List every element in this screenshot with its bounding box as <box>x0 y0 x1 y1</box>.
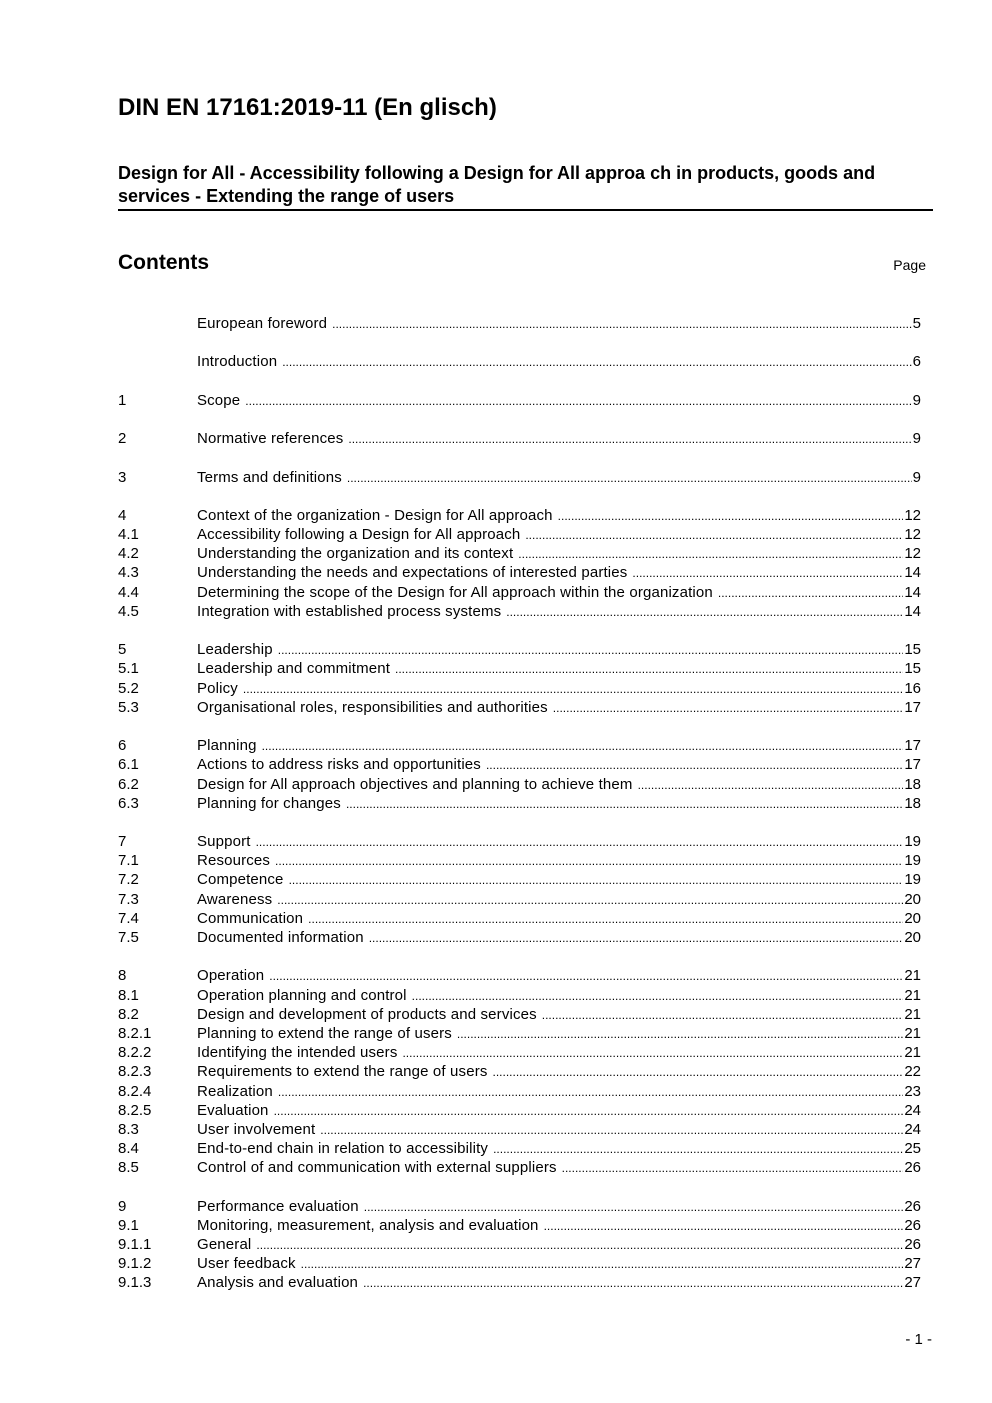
toc-entry-page: 19 <box>904 871 921 889</box>
toc-entry-page: 26 <box>904 1216 921 1234</box>
toc-entry-number: 2 <box>118 430 127 448</box>
toc-dot-leader <box>518 547 903 561</box>
toc-entry[interactable] <box>118 1083 921 1102</box>
toc-dot-leader <box>492 1065 903 1079</box>
toc-entry[interactable] <box>118 1102 921 1121</box>
toc-entry[interactable] <box>118 353 921 372</box>
toc-entry-title: Planning for changes <box>197 794 341 812</box>
toc-entry-title: Leadership <box>197 641 273 659</box>
toc-entry-number: 1 <box>118 391 127 409</box>
toc-entry-number: 4.5 <box>118 602 139 620</box>
toc-entry-number: 4.3 <box>118 564 139 582</box>
toc-entry-title: Actions to address risks and opportunities <box>197 756 481 774</box>
toc-entry-title: Communication <box>197 909 304 927</box>
toc-entry-page: 14 <box>904 583 921 601</box>
toc-entry-title: Planning <box>197 737 257 755</box>
toc-entry-number: 8.3 <box>118 1120 139 1138</box>
toc-entry-title: Monitoring, measurement, analysis and evaluation <box>197 1216 539 1234</box>
toc-entry-page: 20 <box>904 890 921 908</box>
toc-entry[interactable] <box>118 1006 921 1025</box>
toc-entry-number: 7.3 <box>118 890 139 908</box>
toc-entry-page: 20 <box>904 929 921 946</box>
toc-entry-title: Determining the scope of the Design for All approach within the organization <box>197 583 713 601</box>
toc-entry-page: 21 <box>904 1024 921 1042</box>
toc-entry-page: 15 <box>904 641 921 659</box>
toc-entry[interactable] <box>118 507 921 526</box>
toc-entry[interactable] <box>118 680 921 699</box>
toc-entry-title: Competence <box>197 871 284 889</box>
toc-entry-number: 7.1 <box>118 852 139 870</box>
toc-dot-leader <box>275 854 903 868</box>
toc-entry-page: 6 <box>912 353 921 371</box>
toc-entry-number: 8.2.2 <box>118 1044 152 1062</box>
toc-entry[interactable] <box>118 1159 921 1178</box>
toc-entry[interactable] <box>118 1044 921 1063</box>
toc-entry-number: 7.2 <box>118 871 139 889</box>
toc-entry-number: 4.2 <box>118 545 139 563</box>
toc-entry-title: Support <box>197 833 251 851</box>
toc-entry-title: Design and development of products and services <box>197 1005 537 1023</box>
toc-entry[interactable] <box>118 910 921 929</box>
toc-entry-title: Identifying the intended users <box>197 1044 398 1062</box>
toc-entry-number: 5.1 <box>118 660 139 678</box>
toc-entry-number: 8.4 <box>118 1140 139 1158</box>
toc-entry-title: European foreword <box>197 315 328 332</box>
toc-entry-page: 5 <box>912 315 921 332</box>
toc-entry-page: 27 <box>904 1255 921 1273</box>
toc-entry-title: Context of the organization - Design for All approach <box>197 506 553 524</box>
toc-entry[interactable] <box>118 891 921 910</box>
toc-entry-page: 21 <box>904 967 921 985</box>
toc-entry-number: 9.1.3 <box>118 1274 152 1292</box>
toc-entry-title: Understanding the needs and expectations of interested parties <box>197 564 628 582</box>
toc-entry[interactable] <box>118 852 921 871</box>
toc-entry[interactable] <box>118 737 921 756</box>
toc-entry[interactable] <box>118 871 921 890</box>
toc-entry-page: 22 <box>904 1063 921 1081</box>
toc-entry-page: 23 <box>904 1082 921 1100</box>
toc-entry-number: 8.1 <box>118 986 139 1004</box>
toc-dot-leader <box>395 662 903 676</box>
toc-entry-number: 8.2.5 <box>118 1101 152 1119</box>
toc-entry-number: 4 <box>118 506 127 524</box>
toc-entry[interactable] <box>118 660 921 679</box>
toc-entry-number: 8.2.4 <box>118 1082 152 1100</box>
toc-entry-number: 8 <box>118 967 127 985</box>
toc-entry-number: 9.1 <box>118 1216 139 1234</box>
toc-entry-number: 5.2 <box>118 679 139 697</box>
toc-entry-page: 12 <box>904 526 921 544</box>
toc-entry-page: 12 <box>904 545 921 563</box>
toc-entry-page: 18 <box>904 775 921 793</box>
toc-dot-leader <box>542 1008 904 1022</box>
toc-dot-leader <box>274 1104 904 1118</box>
toc-entry-title: User involvement <box>197 1120 316 1138</box>
toc-dot-leader <box>245 394 911 408</box>
toc-dot-leader <box>632 566 903 580</box>
toc-dot-leader <box>544 1219 904 1233</box>
toc-entry[interactable] <box>118 1063 921 1082</box>
toc-entry[interactable] <box>118 929 921 948</box>
toc-entry[interactable] <box>118 1274 921 1293</box>
toc-entry-title: Leadership and commitment <box>197 660 391 678</box>
toc-entry[interactable] <box>118 1236 921 1255</box>
toc-dot-leader <box>347 471 912 485</box>
toc-entry[interactable] <box>118 1140 921 1159</box>
toc-dot-leader <box>278 1085 903 1099</box>
toc-entry[interactable] <box>118 1121 921 1140</box>
toc-entry[interactable] <box>118 833 921 852</box>
toc-dot-leader <box>289 873 904 887</box>
toc-entry-title: Integration with established process systems <box>197 602 502 620</box>
toc-entry-title: Scope <box>197 391 241 409</box>
toc-entry[interactable] <box>118 315 921 334</box>
toc-entry-title: General <box>197 1236 252 1253</box>
toc-entry-page: 15 <box>904 660 921 678</box>
toc-entry[interactable] <box>118 641 921 660</box>
toc-entry-number: 8.2.1 <box>118 1024 152 1042</box>
toc-dot-leader <box>558 509 904 523</box>
toc-entry-title: Terms and definitions <box>197 468 342 486</box>
toc-dot-leader <box>369 931 904 945</box>
toc-entry-number: 7.4 <box>118 909 139 927</box>
toc-entry[interactable] <box>118 545 921 564</box>
toc-entry-page: 9 <box>912 468 921 486</box>
toc-entry-number: 6.1 <box>118 756 139 774</box>
toc-entry-page: 24 <box>904 1101 921 1119</box>
toc-dot-leader <box>308 912 903 926</box>
toc-entry[interactable] <box>118 987 921 1006</box>
toc-entry[interactable] <box>118 603 921 622</box>
toc-dot-leader <box>493 1142 903 1156</box>
toc-entry-title: Operation <box>197 967 265 985</box>
document-subtitle: Design for All - Accessibility following a Design for All approa ch in products, goods and services - Extending the range of users <box>118 162 933 211</box>
toc-entry-title: End-to-end chain in relation to accessibility <box>197 1140 489 1158</box>
toc-entry[interactable] <box>118 392 921 411</box>
toc-dot-leader <box>364 1200 904 1214</box>
toc-entry-page: 27 <box>904 1274 921 1292</box>
toc-entry-page: 14 <box>904 602 921 620</box>
toc-entry[interactable] <box>118 699 921 718</box>
toc-entry-number: 8.5 <box>118 1159 139 1177</box>
toc-entry[interactable] <box>118 1025 921 1044</box>
toc-entry[interactable] <box>118 795 921 814</box>
toc-dot-leader <box>278 643 904 657</box>
toc-entry-number: 5.3 <box>118 698 139 716</box>
toc-entry-title: Design for All approach objectives and planning to achieve them <box>197 775 633 793</box>
toc-entry-page: 19 <box>904 833 921 851</box>
contents-heading: Contents <box>118 251 209 274</box>
toc-entry-page: 26 <box>904 1236 921 1253</box>
toc-entry-title: Documented information <box>197 929 364 946</box>
toc-entry-number: 7 <box>118 833 127 851</box>
toc-dot-leader <box>486 758 903 772</box>
toc-entry[interactable] <box>118 1217 921 1236</box>
toc-entry-title: Normative references <box>197 430 344 448</box>
toc-entry[interactable] <box>118 430 921 449</box>
toc-dot-leader <box>277 893 903 907</box>
table-of-contents <box>118 315 921 1294</box>
toc-entry-page: 12 <box>904 506 921 524</box>
document-title: DIN EN 17161:2019-11 (En glisch) <box>118 94 497 121</box>
toc-dot-leader <box>348 432 911 446</box>
toc-entry-page: 17 <box>904 698 921 716</box>
toc-dot-leader <box>332 317 912 331</box>
toc-entry-title: Awareness <box>197 890 273 908</box>
toc-entry-number: 9.1.1 <box>118 1236 152 1253</box>
toc-dot-leader <box>256 835 904 849</box>
toc-dot-leader <box>262 739 904 753</box>
toc-entry[interactable] <box>118 584 921 603</box>
toc-entry-title: Performance evaluation <box>197 1197 359 1215</box>
toc-entry-title: Policy <box>197 679 238 697</box>
page-column-label: Page <box>893 257 926 273</box>
toc-dot-leader <box>562 1161 904 1175</box>
toc-entry-title: User feedback <box>197 1255 296 1273</box>
toc-entry[interactable] <box>118 564 921 583</box>
toc-entry-title: Control of and communication with external suppliers <box>197 1159 557 1177</box>
toc-entry-page: 17 <box>904 737 921 755</box>
toc-entry-number: 6 <box>118 737 127 755</box>
toc-entry-title: Realization <box>197 1082 273 1100</box>
toc-entry-page: 25 <box>904 1140 921 1158</box>
toc-entry-page: 9 <box>912 430 921 448</box>
toc-dot-leader <box>363 1276 903 1290</box>
toc-dot-leader <box>457 1027 903 1041</box>
toc-entry-page: 21 <box>904 986 921 1004</box>
toc-entry-title: Planning to extend the range of users <box>197 1024 452 1042</box>
toc-entry-page: 21 <box>904 1044 921 1062</box>
toc-entry-page: 24 <box>904 1120 921 1138</box>
toc-entry-page: 19 <box>904 852 921 870</box>
toc-entry[interactable] <box>118 756 921 775</box>
toc-entry[interactable] <box>118 469 921 488</box>
toc-entry-title: Requirements to extend the range of users <box>197 1063 488 1081</box>
toc-entry-number: 8.2 <box>118 1005 139 1023</box>
toc-entry[interactable] <box>118 1255 921 1274</box>
toc-entry-page: 20 <box>904 909 921 927</box>
toc-entry-number: 9 <box>118 1197 127 1215</box>
toc-dot-leader <box>525 528 903 542</box>
toc-dot-leader <box>269 969 903 983</box>
toc-entry[interactable] <box>118 967 921 986</box>
toc-entry-page: 26 <box>904 1159 921 1177</box>
toc-entry-number: 7.5 <box>118 929 139 946</box>
toc-entry[interactable] <box>118 776 921 795</box>
toc-entry-number: 4.1 <box>118 526 139 544</box>
toc-entry-number: 6.3 <box>118 794 139 812</box>
toc-entry-number: 3 <box>118 468 127 486</box>
toc-entry-number: 9.1.2 <box>118 1255 152 1273</box>
toc-entry-number: 5 <box>118 641 127 659</box>
toc-entry-page: 26 <box>904 1197 921 1215</box>
page-number: - 1 - <box>905 1331 932 1348</box>
toc-dot-leader <box>243 682 903 696</box>
toc-entry-title: Accessibility following a Design for All approach <box>197 526 521 544</box>
toc-dot-leader <box>553 701 904 715</box>
toc-entry[interactable] <box>118 526 921 545</box>
toc-entry-number: 8.2.3 <box>118 1063 152 1081</box>
toc-dot-leader <box>320 1123 903 1137</box>
toc-entry-page: 9 <box>912 391 921 409</box>
toc-entry-title: Introduction <box>197 353 278 371</box>
toc-dot-leader <box>256 1238 903 1252</box>
toc-dot-leader <box>412 989 904 1003</box>
toc-dot-leader <box>301 1257 904 1271</box>
toc-entry-title: Resources <box>197 852 271 870</box>
toc-entry-title: Analysis and evaluation <box>197 1274 359 1292</box>
toc-entry-title: Evaluation <box>197 1101 269 1119</box>
toc-entry-page: 14 <box>904 564 921 582</box>
toc-entry-title: Understanding the organization and its context <box>197 545 514 563</box>
toc-entry-title: Operation planning and control <box>197 986 407 1004</box>
toc-entry-page: 18 <box>904 794 921 812</box>
toc-dot-leader <box>506 605 903 619</box>
toc-entry-page: 16 <box>904 679 921 697</box>
toc-entry-number: 4.4 <box>118 583 139 601</box>
toc-entry[interactable] <box>118 1198 921 1217</box>
toc-dot-leader <box>402 1046 903 1060</box>
toc-dot-leader <box>282 355 911 369</box>
toc-dot-leader <box>638 778 904 792</box>
toc-entry-page: 21 <box>904 1005 921 1023</box>
toc-dot-leader <box>718 586 903 600</box>
toc-entry-number: 6.2 <box>118 775 139 793</box>
toc-dot-leader <box>346 797 903 811</box>
toc-entry-page: 17 <box>904 756 921 774</box>
toc-entry-title: Organisational roles, responsibilities and authorities <box>197 698 548 716</box>
